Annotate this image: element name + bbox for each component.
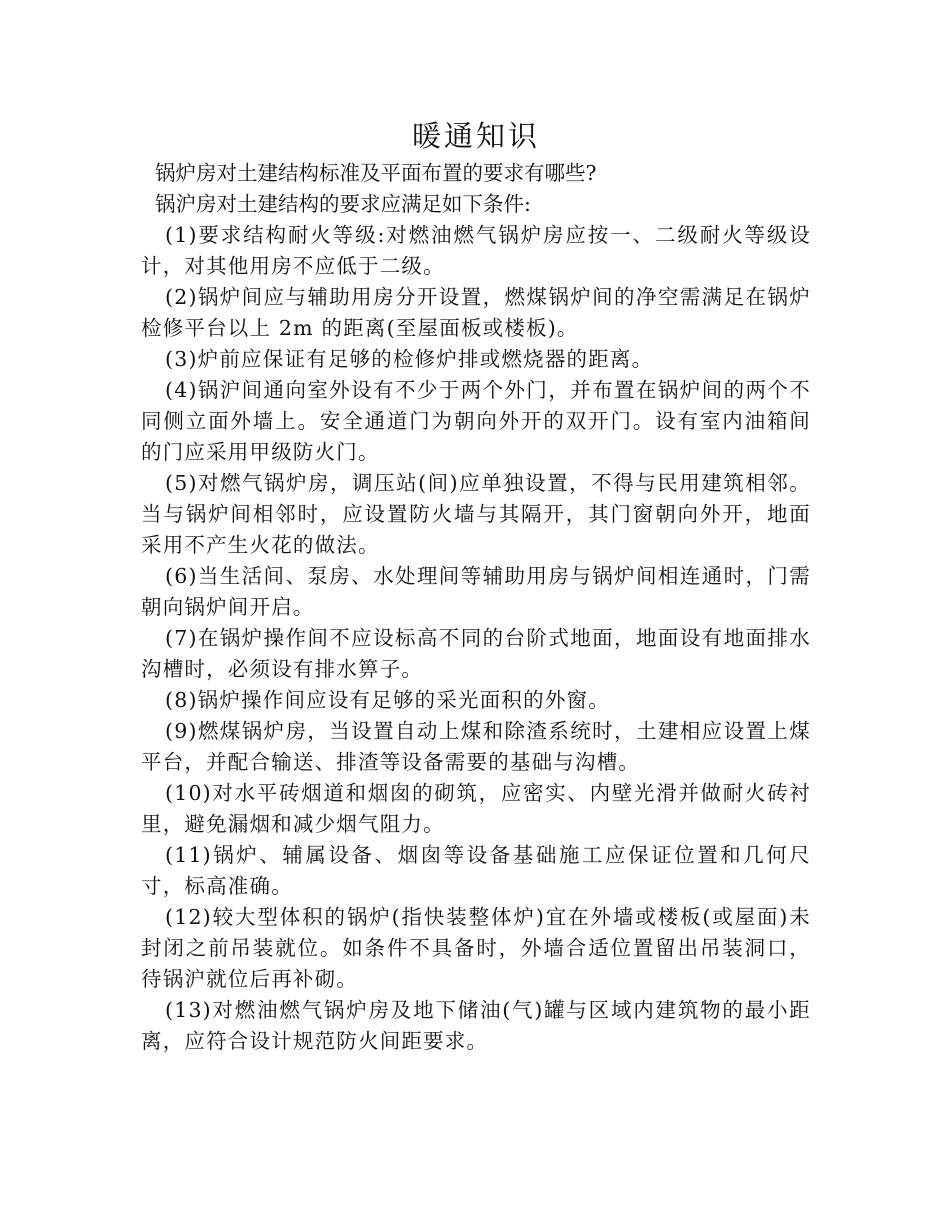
answer-intro: 锅沪房对土建结构的要求应满足如下条件: <box>155 192 531 216</box>
document-body <box>141 118 811 1057</box>
list-item: (5)对燃气锅炉房，调压站(间)应单独设置，不得与民用建筑相邻。当与锅炉间相邻时，应设置防火墙与其隔开，其门窗朝向外开，地面采用不产生火花的做法。 <box>141 471 811 557</box>
list-item: (9)燃煤锅炉房，当设置自动上煤和除渣系统时，土建相应设置上煤平台，并配合输送、排渣等设备需要的基础与沟槽。 <box>141 719 811 774</box>
list-item: (6)当生活间、泵房、水处理间等辅助用房与锅炉间相连通时，门需朝向锅炉间开启。 <box>141 564 811 619</box>
list-item: (12)较大型体积的锅炉(指快装整体炉)宜在外墙或楼板(或屋面)未封闭之前吊装就位。如条件不具备时，外墙合适位置留出吊装洞口，待锅沪就位后再补砌。 <box>141 905 811 991</box>
list-item: (7)在锅炉操作间不应设标高不同的台阶式地面，地面设有地面排水沟槽时，必须设有排水箅子。 <box>141 626 811 681</box>
list-item: (3)炉前应保证有足够的检修炉排或燃烧器的距离。 <box>165 347 654 371</box>
list-item: (4)锅沪间通向室外设有不少于两个外门，并布置在锅炉间的两个不同侧立面外墙上。安全通道门为朝向外开的双开门。设有室内油箱间的门应采用甲级防火门。 <box>141 378 811 464</box>
list-item: (10)对水平砖烟道和烟囱的砌筑，应密实、内壁光滑并做耐火砖衬里，避免漏烟和减少烟气阻力。 <box>141 781 811 836</box>
list-item: (11)锅炉、辅属设备、烟囱等设备基础施工应保证位置和几何尺寸，标高准确。 <box>141 843 811 898</box>
list-item: (2)锅炉间应与辅助用房分开设置，燃煤锅炉间的净空需满足在锅炉检修平台以上 2m 的距离(至屋面板或楼板)。 <box>141 285 811 340</box>
list-item: (13)对燃油燃气锅炉房及地下储油(气)罐与区域内建筑物的最小距离，应符合设计规范防火间距要求。 <box>141 998 811 1053</box>
document-title: 暖通知识 <box>411 119 540 153</box>
question-line: 锅炉房对土建结构标准及平面布置的要求有哪些? <box>155 161 597 185</box>
list-item: (1)要求结构耐火等级:对燃油燃气锅炉房应按一、二级耐火等级设计，对其他用房不应低于二级。 <box>141 223 811 278</box>
list-item: (8)锅炉操作间应设有足够的采光面积的外窗。 <box>165 688 610 712</box>
